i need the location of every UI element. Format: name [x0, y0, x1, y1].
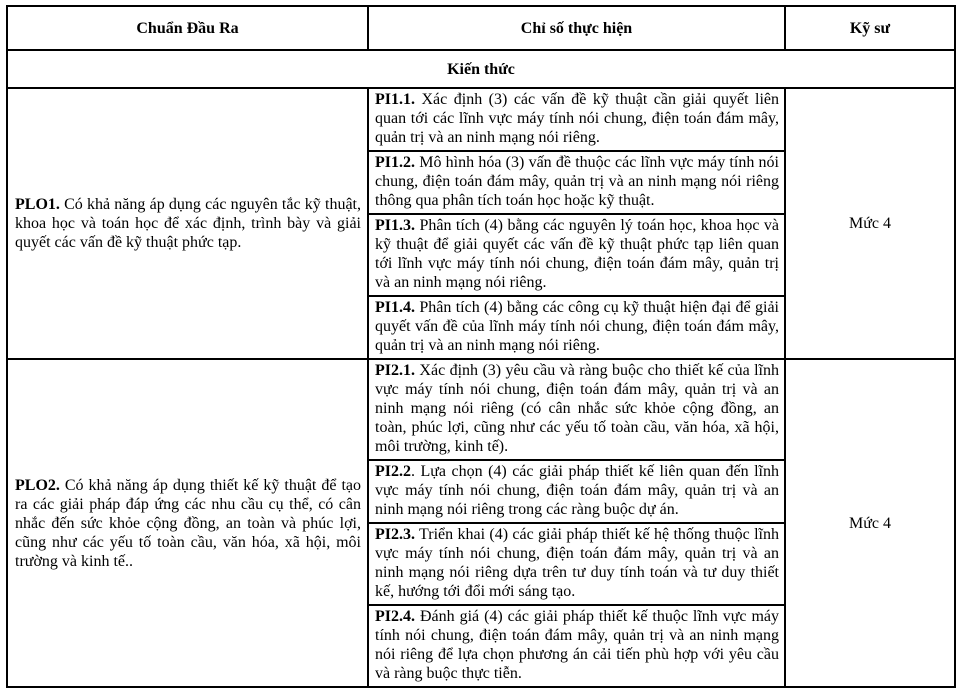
- header-cell-indicators: Chỉ số thực hiện: [368, 6, 785, 50]
- pi1-1-text: Xác định (3) các vấn đề kỹ thuật cần giải quyết liên quan tới các lĩnh vực máy tính nói chung, điện toán đám mây, quản trị và an ninh mạng nói riêng.: [375, 91, 779, 146]
- pi1-4-text: Phân tích (4) bằng các công cụ kỹ thuật hiện đại để giải quyết vấn đề của lĩnh máy tính nói chung, điện toán đám mây, quản trị và an ninh mạng nói riêng.: [375, 299, 779, 354]
- pi2-3-label: PI2.3.: [375, 526, 415, 543]
- learning-outcomes-table: [6, 5, 956, 688]
- plo1-cell: [7, 88, 368, 359]
- pi1-2-text: Mô hình hóa (3) vấn đề thuộc các lĩnh vực máy tính nói chung, điện toán đám mây, quản trị và an ninh mạng nói riêng thông qua phân tích toán học hoặc kỹ thuật.: [375, 154, 779, 209]
- pi1-2-cell: [368, 151, 785, 214]
- plo2-cell: [7, 359, 368, 687]
- pi1-1-label: PI1.1.: [375, 91, 415, 108]
- pi2-3-cell: [368, 523, 785, 605]
- header-cell-engineer: Kỹ sư: [785, 6, 955, 50]
- plo2-text: Có khả năng áp dụng thiết kế kỹ thuật để tạo ra các giải pháp đáp ứng các nhu cầu cụ thể, có cân nhắc đến sức khỏe cộng đồng, an toàn và phúc lợi, cũng như các yếu tố toàn cầu, văn hóa, xã hội, môi trường và kinh tế..: [15, 476, 361, 570]
- pi1-3-text: Phân tích (4) bằng các nguyên lý toán học, khoa học và kỹ thuật để giải quyết các vấn đề kỹ thuật phức tạp liên quan tới lĩnh vực máy tính nói chung, điện toán đám mây, quản trị và an ninh mạng nói riêng.: [375, 217, 779, 291]
- plo1-level-cell: Mức 4: [785, 88, 955, 359]
- pi2-4-text: Đánh giá (4) các giải pháp thiết kế thuộc lĩnh vực máy tính nói chung, điện toán đám mây, quản trị và an ninh mạng nói riêng để lựa chọn phương án cải tiến phù hợp với yêu cầu và ràng buộc thực tiễn.: [375, 608, 779, 682]
- plo2-label: PLO2.: [15, 476, 60, 494]
- plo1-label: PLO1.: [15, 196, 60, 213]
- plo2-level-cell: Mức 4: [785, 359, 955, 687]
- pi1-3-cell: [368, 214, 785, 296]
- pi1-3-label: PI1.3.: [375, 217, 415, 234]
- pi2-4-label: PI2.4.: [375, 608, 415, 625]
- pi2-1-text: Xác định (3) yêu cầu và ràng buộc cho thiết kế của lĩnh vực máy tính nói chung, điện toán đám mây, quản trị và an ninh mạng nói riêng (có cân nhắc sức khỏe cộng đồng, an toàn, phúc lợi, cũng như các yếu tố toàn cầu, văn hóa, xã hội, môi trường, kinh tế).: [375, 362, 779, 455]
- pi1-2-label: PI1.2.: [375, 154, 415, 171]
- pi1-1-cell: [368, 88, 785, 151]
- pi2-4-cell: [368, 605, 785, 687]
- pi2-2-label: PI2.2: [375, 463, 411, 480]
- header-row: [7, 6, 955, 50]
- header-cell-outcomes: Chuẩn Đầu Ra: [7, 6, 368, 50]
- section-row: [7, 50, 955, 88]
- pi1-4-cell: [368, 296, 785, 359]
- table-row: [7, 88, 955, 151]
- section-title-kien-thuc: Kiến thức: [7, 50, 955, 88]
- pi2-1-label: PI2.1.: [375, 362, 415, 379]
- pi2-3-text: Triển khai (4) các giải pháp thiết kế hệ thống thuộc lĩnh vực máy tính nói chung, điện toán đám mây, quản trị và an ninh mạng nói riêng dựa trên tư duy tính toán và tư duy thiết kế, hướng tới đổi mới sáng tạo.: [375, 526, 779, 600]
- pi2-1-cell: [368, 359, 785, 460]
- plo1-text: Có khả năng áp dụng các nguyên tắc kỹ thuật, khoa học và toán học để xác định, trình bày và giải quyết các vấn đề kỹ thuật phức tạp.: [15, 196, 361, 251]
- table-row: [7, 359, 955, 460]
- pi2-2-text: . Lựa chọn (4) các giải pháp thiết kế liên quan đến lĩnh vực máy tính nói chung, điện toán đám mây, quản trị và an ninh mạng nói riêng trong các ràng buộc dự án.: [375, 463, 779, 518]
- pi2-2-cell: [368, 460, 785, 523]
- pi1-4-label: PI1.4.: [375, 299, 415, 316]
